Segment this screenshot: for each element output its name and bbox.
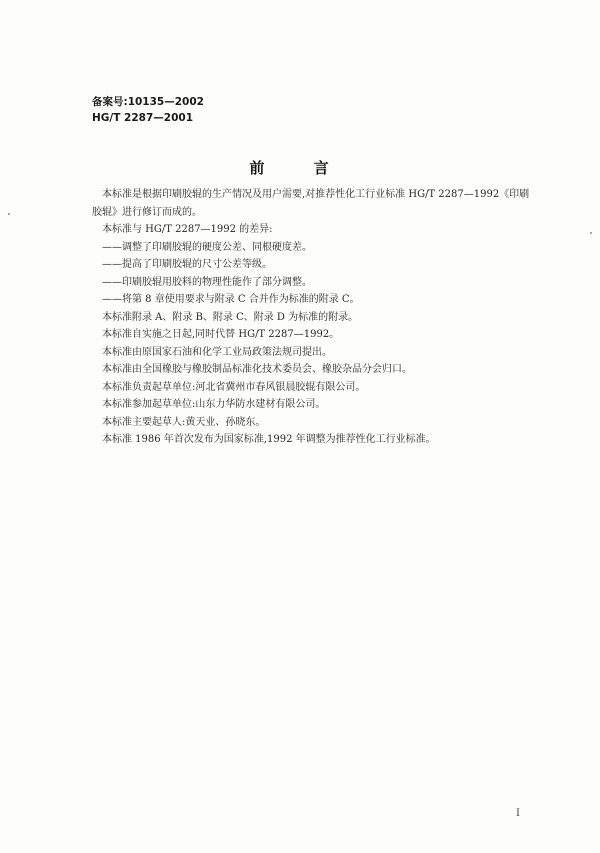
page-title: 前 言: [249, 159, 351, 177]
foreword-body: [92, 186, 532, 449]
list-item: ——提高了印刷胶辊的尺寸公差等级。: [102, 259, 272, 270]
scan-speck: [590, 232, 592, 234]
paragraph: 本标准与 HG/T 2287—1992 的差异:: [102, 224, 273, 235]
paragraph: 本标准是根据印刷胶辊的生产情况及用户需要,对推荐性化工行业标准 HG/T 2287—1992《印刷胶辊》进行修订而成的。: [92, 189, 530, 218]
page-number: I: [516, 808, 520, 819]
paragraph: 本标准负责起草单位:河北省冀州市春风银晨胶辊有限公司。: [102, 381, 366, 393]
paragraph: 本标准附录 A、附录 B、附录 C、附录 D 为标准的附录。: [102, 311, 359, 323]
paragraph: 本标准由原国家石油和化学工业局政策法规司提出。: [102, 346, 332, 358]
document-header: [92, 94, 204, 126]
list-item: ——印刷胶辊用胶料的物理性能作了部分调整。: [102, 276, 312, 288]
record-number: 备案号:10135—2002: [92, 96, 204, 108]
paragraph: 本标准 1986 年首次发布为国家标准,1992 年调整为推荐性化工行业标准。: [102, 434, 436, 445]
paragraph: 本标准自实施之日起,同时代替 HG/T 2287—1992。: [102, 329, 340, 340]
paragraph: 本标准主要起草人:黄天业、孙晓东。: [102, 416, 266, 428]
paragraph: 本标准由全国橡胶与橡胶制品标准化技术委员会、橡胶杂品分会归口。: [102, 364, 412, 375]
paragraph: 本标准参加起草单位:山东力华防水建材有限公司。: [102, 399, 326, 410]
scan-speck: [8, 213, 10, 215]
list-item: ——将第 8 章使用要求与附录 C 合并作为标准的附录 C。: [102, 294, 360, 305]
standard-code: HG/T 2287—2001: [92, 112, 194, 124]
list-item: ——调整了印刷胶辊的硬度公差、同根硬度差。: [102, 241, 312, 253]
